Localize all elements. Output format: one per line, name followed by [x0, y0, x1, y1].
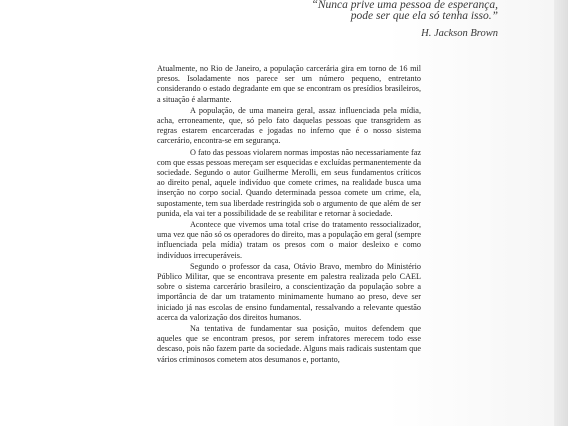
epigraph-author: H. Jackson Brown: [421, 28, 498, 39]
paragraph: Segundo o professor da casa, Otávio Bravo, membro do Ministério Público Militar, que se encontrava presente em palestra realizada pelo CAEL sobre o sistema carcerário brasileiro, a conscientização da população sobre a importância de dar um tratamento minimamente humano ao preso, deve ser iniciado já nas escolas de ensino fundamental, ressalvando a relevante questão acerca da valorização dos direitos humanos.: [157, 261, 421, 322]
paragraph: Na tentativa de fundamentar sua posição, muitos defendem que aqueles que se encontram presos, por serem infratores merecem todo esse descaso, pois não fazem parte da sociedade. Alguns mais radicais sustentam que vários criminosos cometem atos desumanos e, portanto,: [157, 324, 421, 364]
paragraph: O fato das pessoas violarem normas impostas não necessariamente faz com que essas pessoas mereçam ser esquecidas e excluídas permanentemente da sociedade. Segundo o autor Guilherme Merolli, em seus fundamentos críticos ao direito penal, aquele indivíduo que comete crimes, na realidade busca uma inserção no corpo social. Quando determinada pessoa comete um crime, ela, supostamente, tem sua liberdade restringida sob o argumento de que além de ser punida, ela vai ter a possibilidade de se reabilitar e retornar à sociedade.: [157, 147, 421, 218]
page-edge: [554, 0, 568, 426]
article-body: [157, 64, 421, 366]
epigraph-quote-line-1: “Nunca prive uma pessoa de esperança,: [311, 0, 498, 11]
epigraph: [311, 0, 498, 39]
epigraph-quote-line-2: pode ser que ela só tenha isso.”: [350, 10, 498, 22]
paragraph: Acontece que vivemos uma total crise do tratamento ressocializador, uma vez que não só os operadores do direito, mas a população em geral (sempre influenciada pela mídia) tratam os presos com o maior desleixo e como indivíduos irrecuperáveis.: [157, 220, 421, 260]
paragraph: Atualmente, no Rio de Janeiro, a população carcerária gira em torno de 16 mil presos. Isoladamente nos parece ser um número pequeno, entretanto considerando o estado degradante em que se encontram os presídios brasileiros, a situação é alarmante.: [157, 64, 421, 104]
paragraph: A população, de uma maneira geral, assaz influenciada pela mídia, acha, erroneamente, que, só pelo fato daquelas pessoas que transgridem as regras estarem encarceradas e jogadas no inferno que é o nosso sistema carcerário, encontra-se em segurança.: [157, 105, 421, 146]
